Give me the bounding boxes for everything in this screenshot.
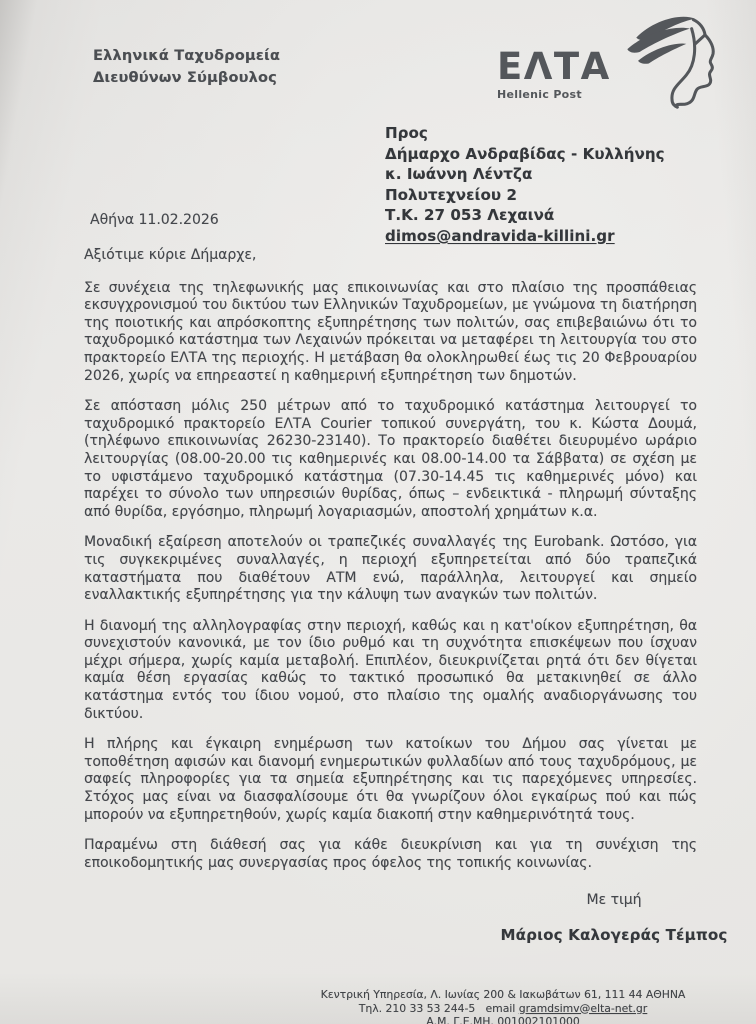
signoff: Με τιμή [586, 892, 642, 909]
elta-logo-text [497, 44, 611, 101]
paragraph-4: Η διανομή της αλληλογραφίας στην περιοχή, καθώς και η κατ'οίκον εξυπηρέτηση, θα συνεχιστούν κανονικά, με τον ίδιο ρυθμό και τη συχνότητα επισκέψεων που ίσχυαν μέχρι σήμερα, χωρίς καμία μεταβολή. Επιπλέον, διευκρινίζεται ρητά ότι δεν θίγεται καμία θέση εργασίας καθώς το τακτικό προσωπικό θα μετακινηθεί σε άλλο κατάστημα εντός του ίδιου νομού, στο πλαίσιο της ομαλής αναδιοργάνωσης του δικτύου. [84, 617, 697, 722]
footer-email-label: email [485, 1001, 516, 1015]
letter-date: Αθήνα 11.02.2026 [90, 212, 219, 228]
salutation: Αξιότιμε κύριε Δήμαρχε, [84, 247, 257, 263]
hermes-head-with-wings-icon [613, 9, 731, 113]
paragraph-1: Σε συνέχεια της τηλεφωνικής μας επικοινωνίας και στο πλαίσιο της προσπάθειας εκσυγχρονισμού του δικτύου των Ελληνικών Ταχυδρομείων, με γνώμονα τη διατήρηση της ποιοτικής και απρόσκοπτης εξυπηρέτησης των πολιτών, σας επιβεβαιώνω ότι το ταχυδρομικό κατάστημα των Λεχαινών πρόκειται να μεταφέρει τη λειτουργία του στο πρακτορείο ΕΛΤΑ της περιοχής. Η μετάβαση θα ολοκληρωθεί έως τις 20 Φεβρουαρίου 2026, χωρίς να επηρεαστεί η καθημερινή εξυπηρέτηση των δημοτών. [84, 279, 697, 384]
elta-wordmark: ΕΛΤΑ [497, 44, 611, 88]
sender-block [93, 46, 280, 90]
signature-name: Μάριος Καλογεράς Τέμπος [500, 926, 728, 944]
letter-body [84, 247, 728, 945]
paragraph-2: Σε απόσταση μόλις 250 μέτρων από το ταχυδρομικό κατάστημα λειτουργεί το ταχυδρομικό πρακτορείο ΕΛΤΑ Courier τοπικού συνεργάτη, του κ. Κώστα Δουμά, (τηλέφωνο επικοινωνίας 26230-23140). Το πρακτορείο διαθέτει διευρυμένο ωράριο λειτουργίας (08.00-20.00 τις καθημερινές και 08.00-14.00 τα Σάββατα) σε σχέση με το υφιστάμενο ταχυδρομικό κατάστημα (07.30-14.45 τις καθημερινές μόνο) και παρέχει το σύνολο των υπηρεσιών θυρίδας, όπως – ενδεικτικά - πληρωμή σύνταξης από θυρίδα, εργόσημο, πληρωμή λογαριασμών, αποστολή χρημάτων κ.α. [84, 398, 697, 520]
recipient-line: κ. Ιωάννη Λέντζα [385, 165, 533, 184]
recipient-email: dimos@andravida-killini.gr [385, 226, 615, 245]
elta-logo-subtitle: Hellenic Post [497, 87, 582, 101]
elta-logo [497, 10, 717, 112]
recipient-label: Προς [385, 124, 428, 142]
paragraph-5: Η πλήρης και έγκαιρη ενημέρωση των κατοίκων του Δήμου σας γίνεται με τοποθέτηση αφισών και διανομή ενημερωτικών φυλλαδίων από τους ταχυδρόμους, με σαφείς πληροφορίες για τα σημεία εξυπηρέτησης και τις παρεχόμενες υπηρεσίες. Στόχος μας είναι να διασφαλίσουμε ότι θα γνωρίζουν όλοι εγκαίρως πού και πώς μπορούν να εξυπηρετηθούν, χωρίς καμία διακοπή στην καθημερινότητά τους. [84, 736, 697, 823]
sender-organization: Ελληνικά Ταχυδρομεία [93, 48, 281, 64]
footer-address: Κεντρική Υπηρεσία, Λ. Ιωνίας 200 & Ιακωβάτων 61, 111 44 ΑΘΗΝΑ [320, 988, 686, 1001]
sender-role: Διευθύνων Σύμβουλος [93, 69, 277, 86]
footer-registry-number: Α.Μ. Γ.Ε.ΜΗ. 001002101000 [426, 1015, 580, 1024]
recipient-line: Δήμαρχο Ανδραβίδας - Κυλλήνης [385, 144, 665, 163]
recipient-block [385, 123, 665, 246]
footer-phone: Τηλ. 210 33 53 244-5 [358, 1001, 476, 1015]
footer-contact [268, 1002, 738, 1016]
paragraph-3: Μοναδική εξαίρεση αποτελούν οι τραπεζικές συναλλαγές της Eurobank. Ωστόσο, για τις συγκεκριμένες συναλλαγές, η περιοχή εξυπηρετείται από δύο τραπεζικά καταστήματα που διαθέτουν ΑΤΜ ενώ, παράλληλα, λειτουργεί και σημείο εναλλακτικής εξυπηρέτησης για την κάλυψη των αναγκών των πολιτών. [84, 534, 697, 604]
recipient-line: Πολυτεχνείου 2 [385, 185, 517, 204]
recipient-line: Τ.Κ. 27 053 Λεχαινά [385, 206, 555, 225]
letterhead-footer [268, 988, 738, 1024]
footer-email: gramdsimv@elta-net.gr [518, 1001, 648, 1015]
closing-paragraph: Παραμένω στη διάθεσή σας για κάθε διευκρίνιση και για τη συνέχιση της εποικοδομητικής μας συνεργασίας προς όφελος της τοπικής κοινωνίας. [84, 837, 697, 871]
